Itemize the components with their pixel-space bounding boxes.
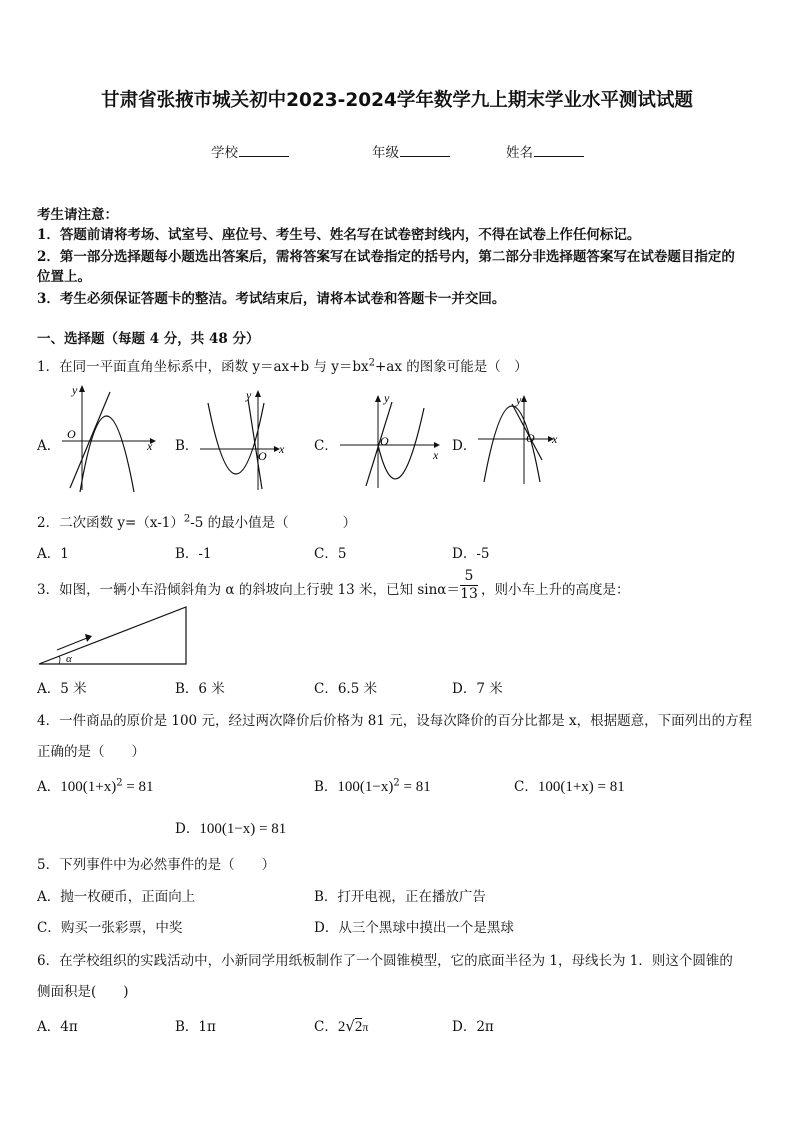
q6-option-c-radicand: 2 <box>354 1019 363 1035</box>
q4-option-d <box>175 817 286 838</box>
x-label: x <box>147 439 153 453</box>
q2-stem-a: 2．二次函数 y=（x-1） <box>37 515 184 531</box>
school-blank <box>239 144 289 157</box>
q4-option-c-expr: 100(1+x) = 81 <box>537 779 625 795</box>
q3-option-b: B．6 米 <box>175 681 225 697</box>
origin-label: O <box>258 449 267 463</box>
notice-item-2: 2．第一部分选择题每小题选出答案后，需将答案写在试卷指定的括号内，第二部分非选择题答案写在试卷题目指定的 <box>37 249 735 265</box>
q1-option-b-label: B． <box>175 438 199 454</box>
q6-option-c-coef: 2 <box>337 1019 346 1035</box>
line <box>248 399 262 489</box>
y-label: y <box>384 391 390 405</box>
q2-option-a: A．1 <box>37 546 69 562</box>
y-axis-arrow <box>375 395 381 402</box>
y-axis-arrow <box>79 385 85 392</box>
q2-option-d: D．-5 <box>452 546 490 562</box>
notice-item-1: 1．答题前请将考场、试室号、座位号、考生号、姓名写在试卷密封线内，不得在试卷上作任何标记。 <box>37 227 641 243</box>
school-field <box>211 141 289 161</box>
q4-option-b-expr: 100(1−x) <box>337 779 394 795</box>
x-label: x <box>279 442 285 456</box>
q5-option-d: D．从三个黑球中摸出一个是黑球 <box>314 920 514 936</box>
school-label: 学校 <box>211 145 238 161</box>
q4-option-a-sup: 2 <box>116 777 123 789</box>
q5-option-c: C．购买一张彩票，中奖 <box>37 920 183 936</box>
direction-arrow <box>57 638 87 650</box>
q4-stem-line2: 正确的是（ ） <box>37 744 145 760</box>
parabola <box>80 416 134 492</box>
line <box>70 392 110 488</box>
q2-option-c: C．5 <box>314 546 347 562</box>
y-axis-arrow <box>521 395 527 402</box>
sqrt-icon: √ <box>345 1017 355 1035</box>
q3-option-a: A．5 米 <box>37 681 87 697</box>
q5-option-a: A．抛一枚硬币，正面向上 <box>37 889 196 905</box>
q6-stem-line2: 侧面积是( ) <box>37 984 129 1000</box>
q3-stem-a: 3．如图，一辆小车沿倾斜角为 α 的斜坡向上行驶 13 米，已知 sinα＝ <box>37 582 460 598</box>
q1-graph-b <box>196 385 296 495</box>
q4-option-c <box>514 775 625 796</box>
q4-option-b-rhs: = 81 <box>399 779 431 795</box>
origin-label: O <box>67 427 76 441</box>
grade-field <box>372 141 450 161</box>
name-label: 姓名 <box>506 145 533 161</box>
q6-option-c <box>314 1015 368 1036</box>
q6-option-c-pi: π <box>362 1020 369 1034</box>
q4-option-d-label: D． <box>175 821 200 837</box>
q3-denominator: 13 <box>460 586 478 602</box>
q1-sup: 2 <box>368 357 375 369</box>
parabola <box>208 403 264 474</box>
q1-stem-a: 1．在同一平面直角坐标系中，函数 y＝ax+b 与 y＝bx <box>37 359 369 375</box>
y-label: y <box>516 393 522 407</box>
q2-stem <box>37 511 356 531</box>
name-blank <box>534 144 584 157</box>
slope-triangle <box>39 607 186 664</box>
origin-label: O <box>380 434 389 448</box>
x-label: x <box>433 448 439 462</box>
q3-numerator: 5 <box>464 568 474 584</box>
q2-sup: 2 <box>183 513 191 525</box>
name-field <box>506 141 584 161</box>
q4-stem-line1: 4．一件商品的原价是 100 元，经过两次降价后价格为 81 元，设每次降价的百分比都是 x，根据题意，下面列出的方程 <box>37 713 753 729</box>
q4-option-b-label: B． <box>314 779 338 795</box>
q1-graph-c <box>338 388 446 493</box>
q2-stem-b: -5 的最小值是（ ） <box>190 515 357 531</box>
y-label: y <box>246 388 252 402</box>
y-label: y <box>72 383 78 397</box>
q4-option-a <box>37 775 154 796</box>
q1-option-c-label: C． <box>314 438 338 454</box>
y-axis-arrow <box>255 390 261 397</box>
q4-option-a-label: A． <box>37 779 61 795</box>
origin-label: O <box>526 431 535 445</box>
q4-option-b <box>314 775 431 796</box>
section-heading: 一、选择题（每题 4 分，共 48 分） <box>37 331 260 347</box>
grade-blank <box>400 144 450 157</box>
q6-option-c-label: C． <box>314 1019 338 1035</box>
arrow-head <box>85 634 92 642</box>
q4-option-c-label: C． <box>514 779 538 795</box>
q1-option-d-label: D． <box>452 438 477 454</box>
q4-option-b-sup: 2 <box>393 777 400 789</box>
q6-stem-line1: 6．在学校组织的实践活动中，小新同学用纸板制作了一个圆锥模型，它的底面半径为 1，母线长为 1．则这个圆锥的 <box>37 953 733 969</box>
q5-option-b: B．打开电视，正在播放广告 <box>314 889 486 905</box>
q1-stem <box>37 355 528 375</box>
notice-heading: 考生请注意： <box>37 207 118 223</box>
q3-option-d: D．7 米 <box>452 681 503 697</box>
page-title: 甘肃省张掖市城关初中2023-2024学年数学九上期末学业水平测试试题 <box>101 90 693 111</box>
notice-item-3: 3．考生必须保证答题卡的整洁。考试结束后，请将本试卷和答题卡一并交回。 <box>37 291 506 307</box>
q6-option-b: B．1π <box>175 1019 216 1035</box>
q1-stem-b: +ax 的图象可能是（ ） <box>374 359 528 375</box>
notice-item-2-cont: 位置上。 <box>37 269 91 285</box>
q1-graph-d <box>476 390 566 490</box>
angle-label: α <box>66 653 72 665</box>
q4-option-a-expr: 100(1+x) <box>60 779 117 795</box>
angle-arc <box>59 656 60 664</box>
q1-option-a-label: A． <box>37 438 61 454</box>
q3-stem-b: ，则小车上升的高度是： <box>481 582 630 598</box>
grade-label: 年级 <box>372 145 399 161</box>
q2-option-b: B．-1 <box>175 546 212 562</box>
q6-option-a: A．4π <box>37 1019 78 1035</box>
q5-stem: 5．下列事件中为必然事件的是（ ） <box>37 857 276 873</box>
q4-option-a-rhs: = 81 <box>122 779 154 795</box>
q4-option-d-expr: 100(1−x) = 81 <box>199 821 287 837</box>
q1-graph-a <box>58 380 158 495</box>
q3-slope-figure <box>37 605 189 667</box>
q3-option-c: C．6.5 米 <box>314 681 378 697</box>
q6-option-d: D．2π <box>452 1019 494 1035</box>
x-label: x <box>552 432 558 446</box>
q3-fraction <box>460 568 478 603</box>
